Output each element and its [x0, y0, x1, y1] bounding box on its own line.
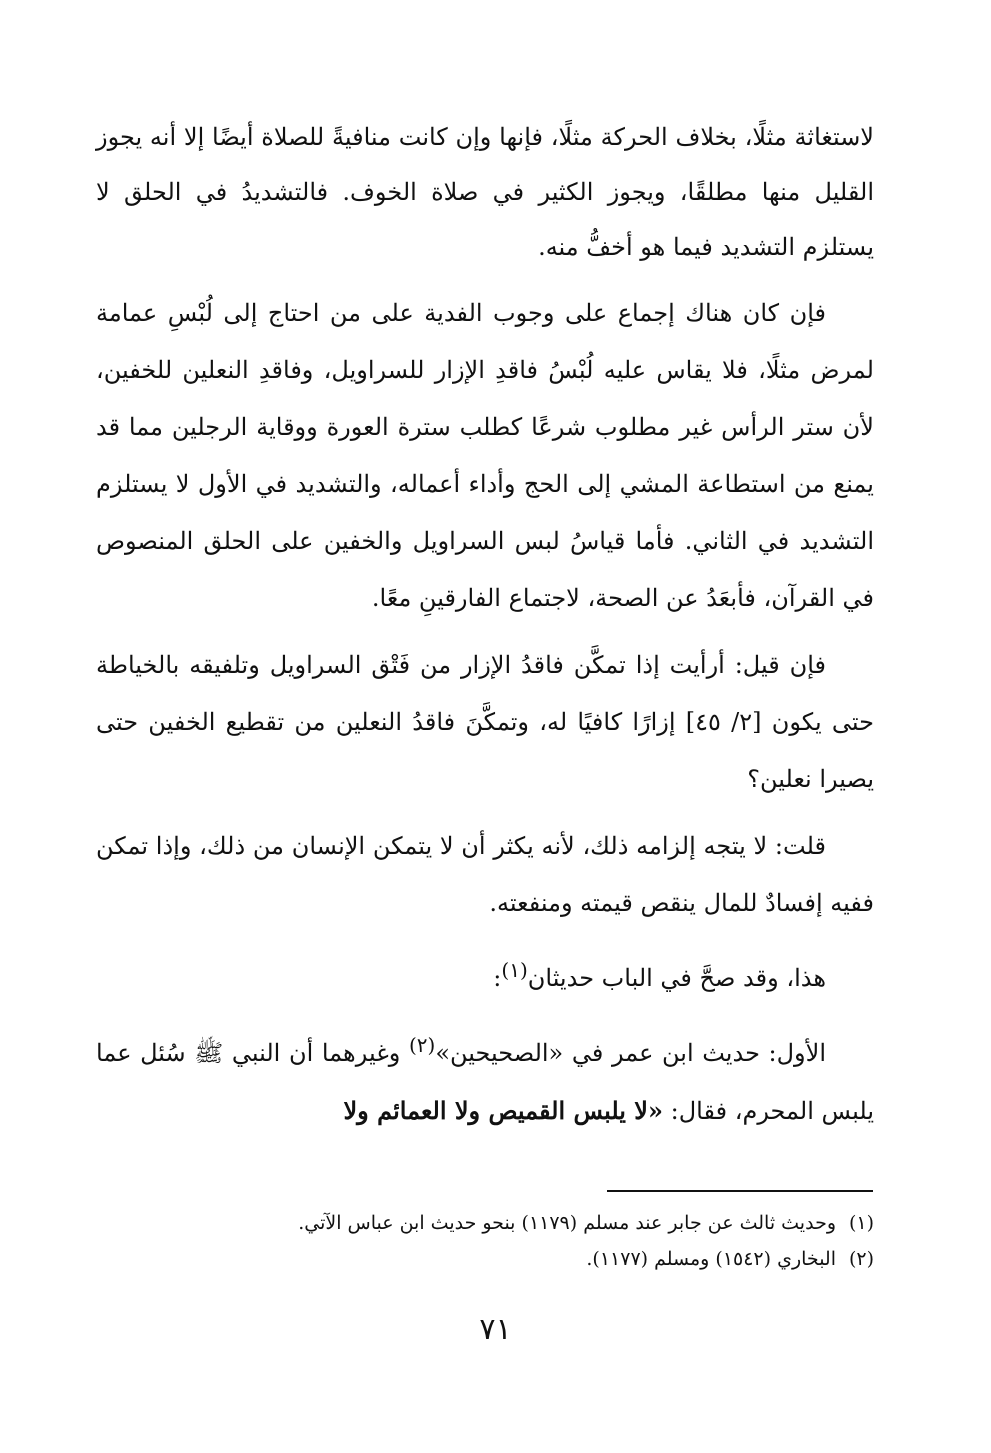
first-hadith — [96, 1017, 874, 1140]
first-hadith-middle: وغيرهما أن النبي ﷺ سُئل عما يلبس المحرم، فقال: — [96, 1039, 874, 1125]
main-text — [96, 110, 874, 1140]
footnote-1-number: (١) — [848, 1212, 874, 1234]
paragraph-2: فإن كان هناك إجماع على وجوب الفدية على من احتاج إلى لُبْسِ عمامة لمرض مثلًا، فلا يقاس عليه لُبْسُ فاقدِ الإزار للسراويل، وفاقدِ النعلين للخفين، لأن ستر الرأس غير مطلوب شرعًا كطلب سترة العورة ووقاية الرجلين مما قد يمنع من استطاعة المشي إلى الحج وأداء أعماله، والتشديد في الأول لا يستلزم التشديد في الثاني. فأما قياسُ لبس السراويل والخفين على الحلق المنصوص في القرآن، فأبعَدُ عن الصحة، لاجتماع الفارقينِ معًا. — [96, 299, 874, 612]
footnote-2-text: البخاري (١٥٤٢) ومسلم (١١٧٧). — [586, 1248, 836, 1270]
prophetic-quote: «لا يلبس القميص ولا العمائم ولا — [343, 1096, 663, 1125]
first-hadith-text: الأول: حديث ابن عمر في «الصحيحين» — [435, 1039, 827, 1067]
paragraph-4: قلت: لا يتجه إلزامه ذلك، لأنه يكثر أن لا يتمكن الإنسان من ذلك، وإذا تمكن ففيه إفسادٌ للمال ينقص قيمته ومنفعته. — [96, 832, 874, 917]
footnote-ref-1[interactable]: (١) — [501, 958, 528, 982]
page-number: ٧١ — [479, 1312, 512, 1347]
footnote-separator — [607, 1190, 873, 1192]
paragraph-3: فإن قيل: أرأيت إذا تمكَّن فاقدُ الإزار من فَتْق السراويل وتلفيقه بالخياطة حتى يكون [٢/ ٤٥] إزارًا كافيًا له، وتمكَّنَ فاقدُ النعلين من تقطيع الخفين حتى يصيرا نعلين؟ — [96, 651, 874, 793]
hadith-intro-colon: : — [493, 964, 502, 992]
footnote-1-text: وحديث ثالث عن جابر عند مسلم (١١٧٩) بنحو حديث ابن عباس الآتي. — [298, 1212, 836, 1234]
paragraph-1: لاستغاثة مثلًا، بخلاف الحركة مثلًا، فإنها وإن كانت منافيةً للصلاة أيضًا إلا أنه يجوز القليل منها مطلقًا، ويجوز الكثير في صلاة الخوف. فالتشديدُ في الحلق لا يستلزم التشديد فيما هو أخفُّ منه. — [96, 123, 874, 261]
footnotes — [96, 1205, 874, 1277]
footnote-ref-2[interactable]: (٢) — [408, 1033, 436, 1057]
hadith-intro — [96, 942, 874, 1007]
hadith-intro-text: هذا، وقد صحَّ في الباب حديثان — [527, 964, 826, 992]
footnote-2 — [96, 1241, 874, 1277]
footnote-2-number: (٢) — [848, 1248, 874, 1270]
footnote-1 — [96, 1205, 874, 1241]
